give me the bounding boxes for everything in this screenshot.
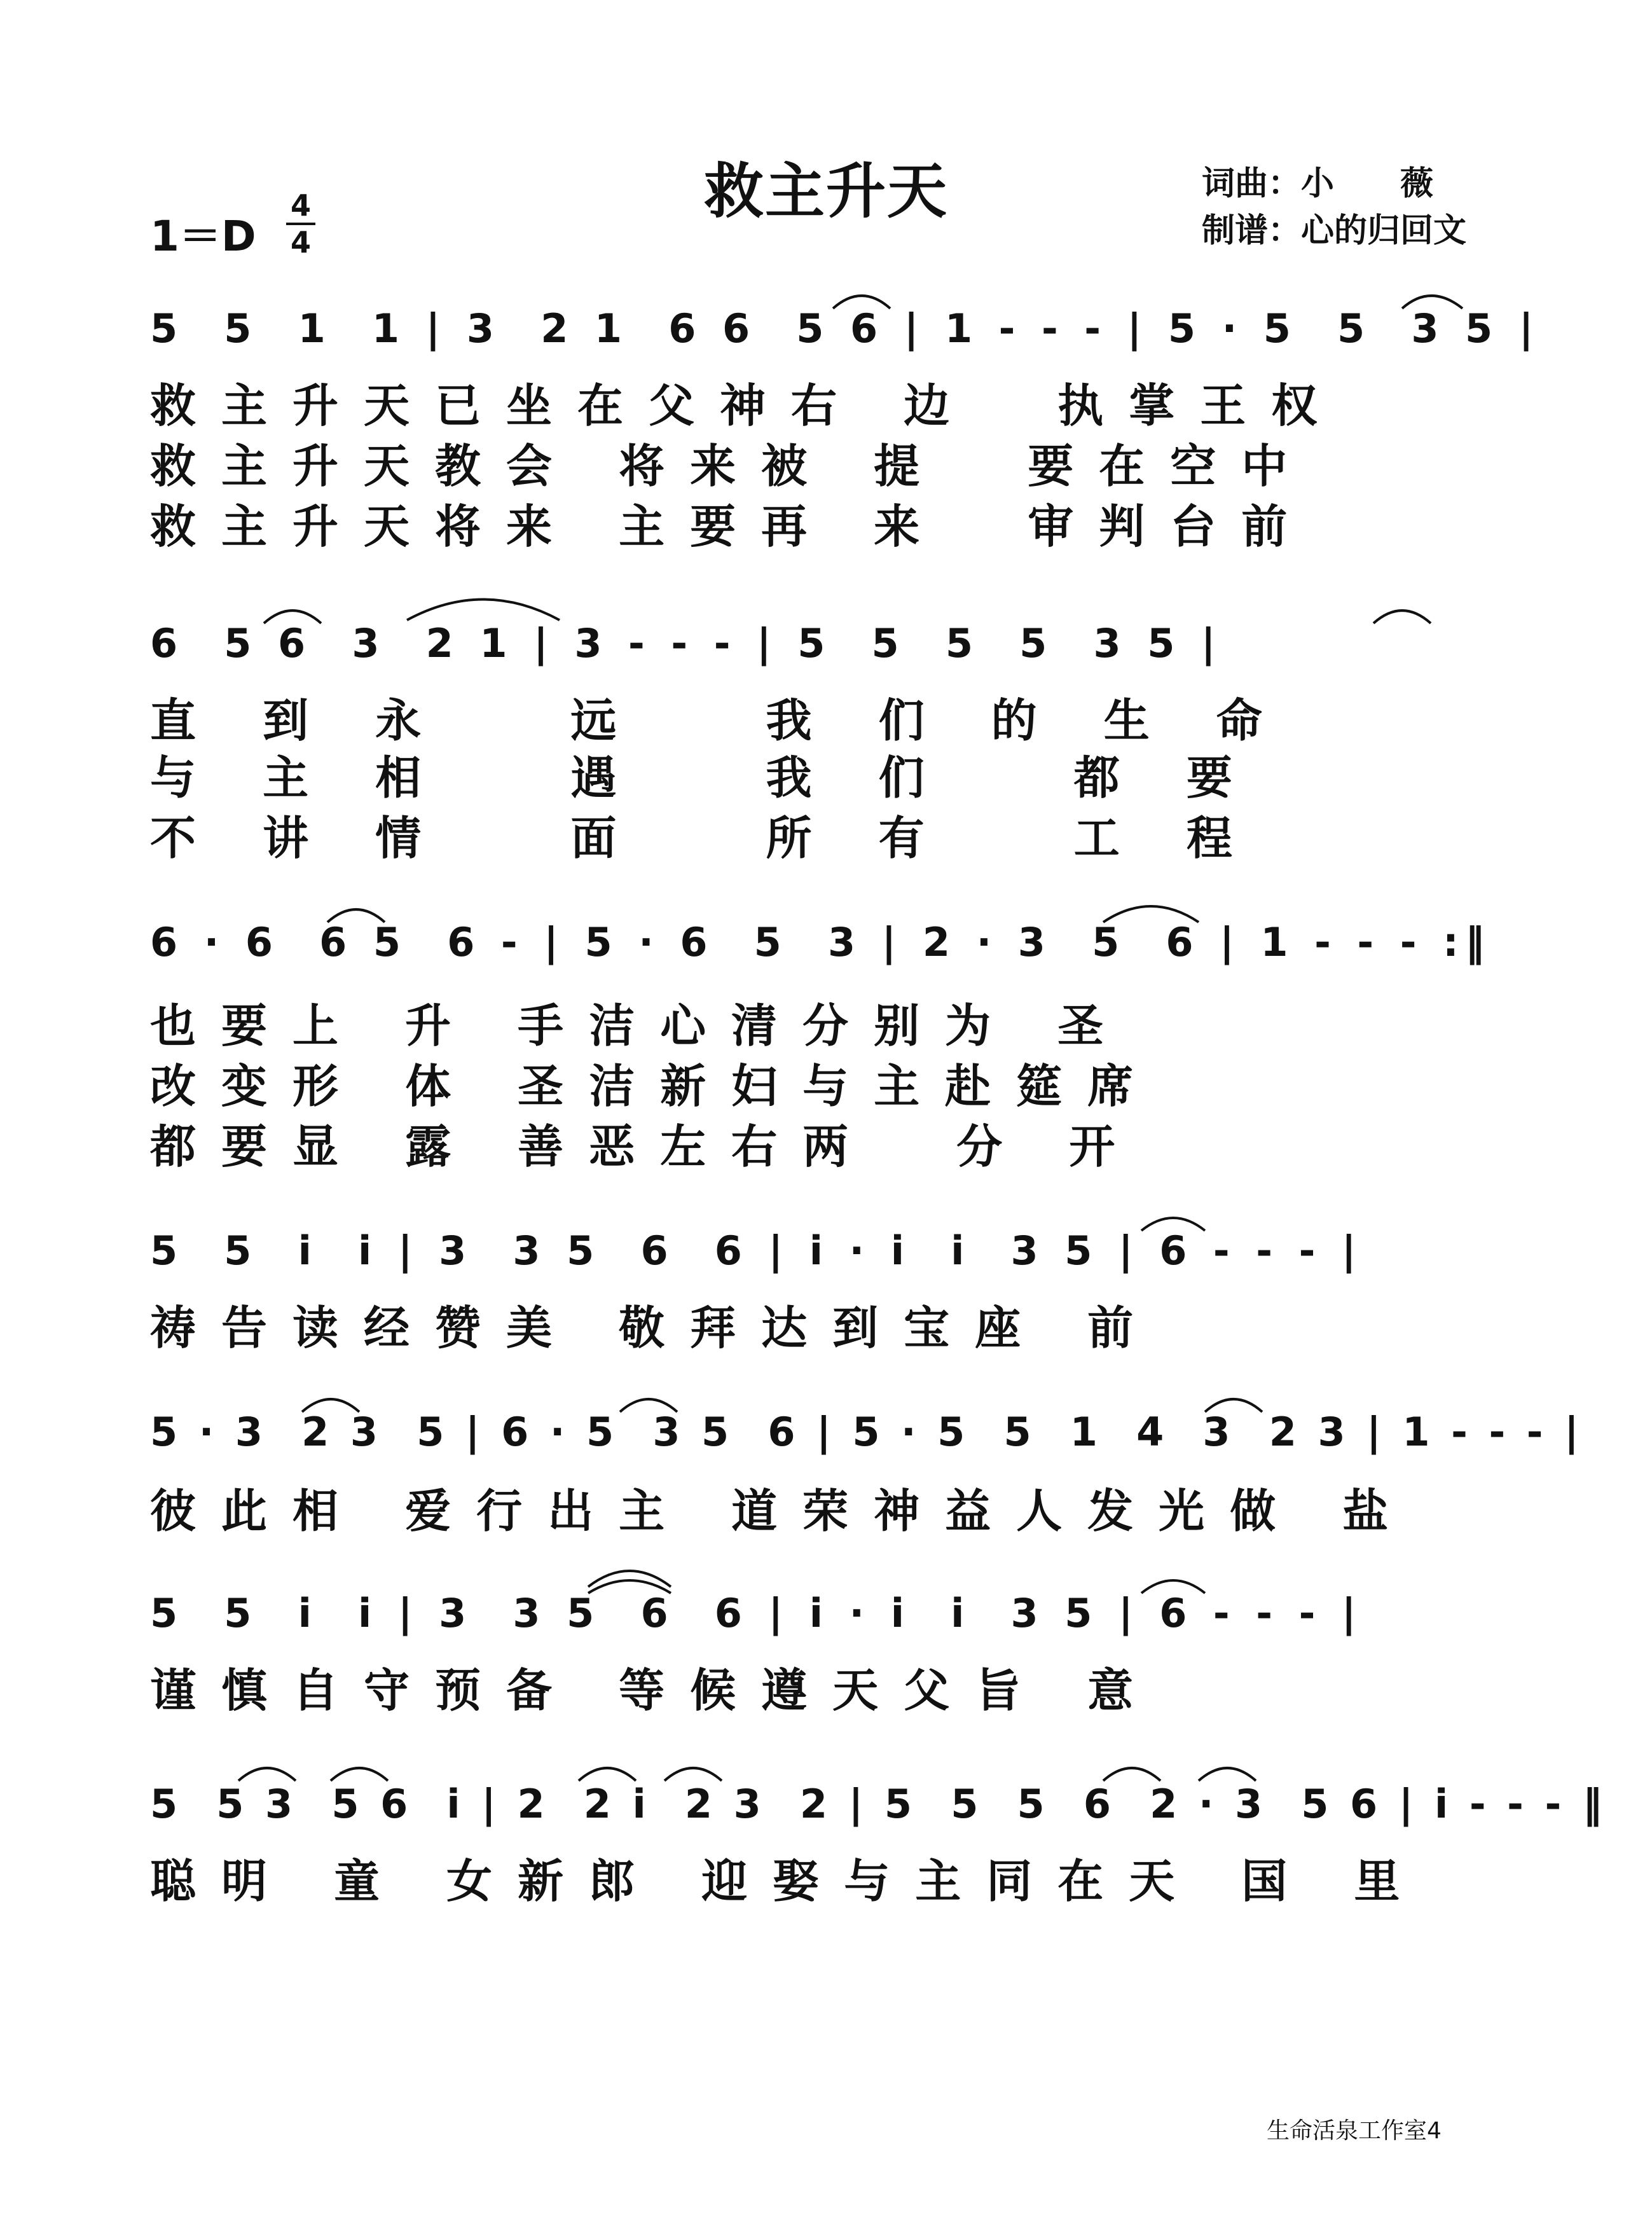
credit-lyrics-music: 词曲：小 薇	[1202, 165, 1434, 203]
slur	[664, 1768, 722, 1781]
lyric-row: 不 讲 情 面 所 有 工 程	[150, 812, 1258, 865]
notes-row: 5 5 i i | 3 3 5 6 6 | i · i i 3 5 | 6 - - - |	[150, 1227, 1363, 1274]
slur	[1402, 296, 1463, 308]
slur	[407, 600, 560, 621]
slur	[264, 611, 321, 623]
slur	[302, 1399, 359, 1412]
slur	[1141, 1580, 1205, 1593]
lyric-row: 彼此相 爱行出主 道荣神益人发光做 盐	[150, 1484, 1414, 1538]
notes-row: 6 · 6 6 5 6 - | 5 · 6 5 3 | 2 · 3 5 6 | 1 - - - :‖	[150, 919, 1491, 965]
slur	[1103, 906, 1199, 922]
slur	[579, 1768, 636, 1781]
notes-row: 5 5 3 5 6 i | 2 2 i 2 3 2 | 5 5 5 6 2 · 3 5 6 | i - - - ‖	[150, 1781, 1606, 1827]
slur	[588, 1571, 671, 1587]
slur	[1373, 611, 1431, 623]
slur	[238, 1768, 296, 1781]
key-signature: 1＝D	[150, 212, 256, 261]
lyric-row: 聪明 童 女新郎 迎娶与主同在天 国 里	[150, 1855, 1426, 1908]
slur	[331, 1768, 388, 1781]
lyric-row: 谨慎自守预备 等候遵天父旨 意	[150, 1664, 1159, 1717]
slur	[327, 909, 385, 922]
slur	[588, 1580, 671, 1593]
credit-notation: 制谱：心的归回文	[1202, 212, 1467, 250]
page-title: 救主升天	[703, 157, 948, 226]
slur	[1199, 1768, 1256, 1781]
lyric-row: 改变形 体 圣洁新妇与主赴筵席	[150, 1060, 1159, 1113]
notes-row: 5 5 i i | 3 3 5 6 6 | i · i i 3 5 | 6 - - - |	[150, 1590, 1363, 1636]
notes-row: 5 · 3 2 3 5 | 6 · 5 3 5 6 | 5 · 5 5 1 4 3 2 3 | 1 - - - |	[150, 1409, 1583, 1455]
notes-row: 5 5 1 1 | 3 2 1 6 6 5 6 | 1 - - - | 5 · 5 5 3 5 |	[150, 305, 1540, 352]
notes-row: 6 5 6 3 2 1 | 3 - - - | 5 5 5 5 3 5 |	[150, 620, 1222, 667]
footer-watermark: 生命活泉工作室4	[1267, 2118, 1442, 2144]
slur	[620, 1399, 677, 1412]
slur	[1141, 1218, 1205, 1231]
slur	[1205, 1399, 1262, 1412]
lyric-row: 都要显 露 善恶左右两 分 开	[150, 1120, 1141, 1173]
slur	[833, 296, 890, 308]
lyric-row: 救主升天教会 将来被 提 要在空中	[150, 439, 1313, 493]
slur	[1103, 1768, 1160, 1781]
lyric-row: 与 主 相 遇 我 们 都 要	[150, 751, 1258, 805]
time-top: 4	[290, 188, 311, 223]
time-bottom: 4	[290, 225, 311, 259]
lyric-row: 也要上 升 手洁心清分别为 圣	[150, 999, 1129, 1053]
lyric-row: 祷告读经赞美 敬拜达到宝座 前	[150, 1301, 1159, 1355]
lyric-row: 直 到 永 远 我 们 的 生 命	[150, 694, 1288, 747]
lyric-row: 救主升天将来 主要再 来 审判台前	[150, 500, 1313, 553]
lyric-row: 救主升天已坐在父神右 边 执掌王权	[150, 379, 1343, 432]
